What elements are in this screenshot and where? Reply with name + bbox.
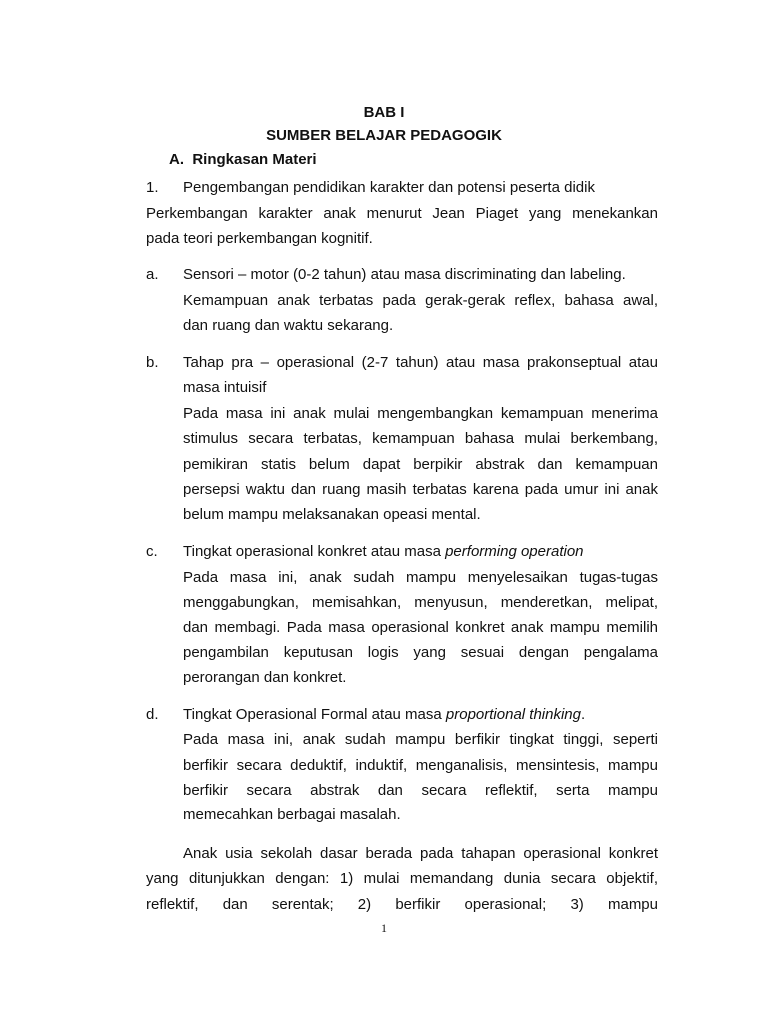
stage-b-line-1: Tahap pra – operasional (2-7 tahun) atau masa prakonseptual atau [183,354,658,371]
stage-c-line-2: menggabungkan, memisahkan, menyusun, menderetkan, melipat, [183,594,658,611]
chapter-title: SUMBER BELAJAR PEDAGOGIK [266,127,502,144]
stage-a-marker: a. [146,266,159,283]
chapter-heading: BAB I [363,104,405,121]
stage-b-line-2: masa intuisif [183,379,267,396]
stage-c-marker: c. [146,543,158,560]
stage-c-title-italic: performing operation [445,543,584,560]
point1-line-2: pada teori perkembangan kognitif. [146,230,373,247]
section-heading [169,151,317,169]
closing-line-1: Anak usia sekolah dasar berada pada tahapan operasional konkret [183,845,658,862]
page-number: 1 [381,921,387,935]
stage-d-title-italic: proportional thinking [445,706,581,723]
stage-d-line-4: memecahkan berbagai masalah. [183,806,401,823]
closing-line-3: reflektif, dan serentak; 2) berfikir operasional; 3) mampu [146,896,658,913]
closing-line-2: yang ditunjukkan dengan: 1) mulai memandang dunia secara objektif, [146,870,658,887]
stage-b-line-4: stimulus secara terbatas, kemampuan bahasa mulai berkembang, [183,430,658,447]
section-title: Ringkasan Materi [192,151,317,168]
stage-c-line-5: perorangan dan konkret. [183,669,347,686]
stage-c-line-4: pengambilan keputusan logis yang sesuai dengan pengalama [183,644,658,661]
stage-a-line-3: dan ruang dan waktu sekarang. [183,317,394,334]
stage-b-line-5: pemikiran statis belum dapat berpikir abstrak dan kemampuan [183,456,658,473]
stage-b-line-3: Pada masa ini anak mulai mengembangkan kemampuan menerima [183,405,658,422]
stage-b-line-6: persepsi waktu dan ruang masih terbatas karena pada umur ini anak [183,481,658,498]
stage-d-line-2: berfikir secara deduktif, induktif, menganalisis, mensintesis, mampu [183,757,658,774]
point1-line-1: Perkembangan karakter anak menurut Jean Piaget yang menekankan [146,205,658,222]
stage-b-line-7: belum mampu melaksanakan opeasi mental. [183,506,481,523]
stage-c-title-plain: Tingkat operasional konkret atau masa [183,543,446,560]
stage-c-title [183,543,584,561]
stage-a-line-1: Sensori – motor (0-2 tahun) atau masa discriminating dan labeling. [183,266,626,283]
stage-d-title-plain: Tingkat Operasional Formal atau masa [183,706,446,723]
stage-c-line-1: Pada masa ini, anak sudah mampu menyelesaikan tugas-tugas [183,569,658,586]
stage-d-title [183,706,585,724]
stage-d-title-end: . [581,706,586,723]
stage-b-marker: b. [146,354,159,371]
stage-c-line-3: dan membagi. Pada masa operasional konkret anak mampu memilih [183,619,658,636]
point1-title: Pengembangan pendidikan karakter dan potensi peserta didik [183,179,595,196]
stage-d-line-3: berfikir secara abstrak dan secara reflektif, serta mampu [183,782,658,799]
stage-d-line-1: Pada masa ini, anak sudah mampu berfikir tingkat tinggi, seperti [183,731,658,748]
stage-a-line-2: Kemampuan anak terbatas pada gerak-gerak reflex, bahasa awal, [183,292,658,309]
point1-number: 1. [146,179,159,196]
stage-d-marker: d. [146,706,159,723]
section-marker: A. [169,151,184,168]
